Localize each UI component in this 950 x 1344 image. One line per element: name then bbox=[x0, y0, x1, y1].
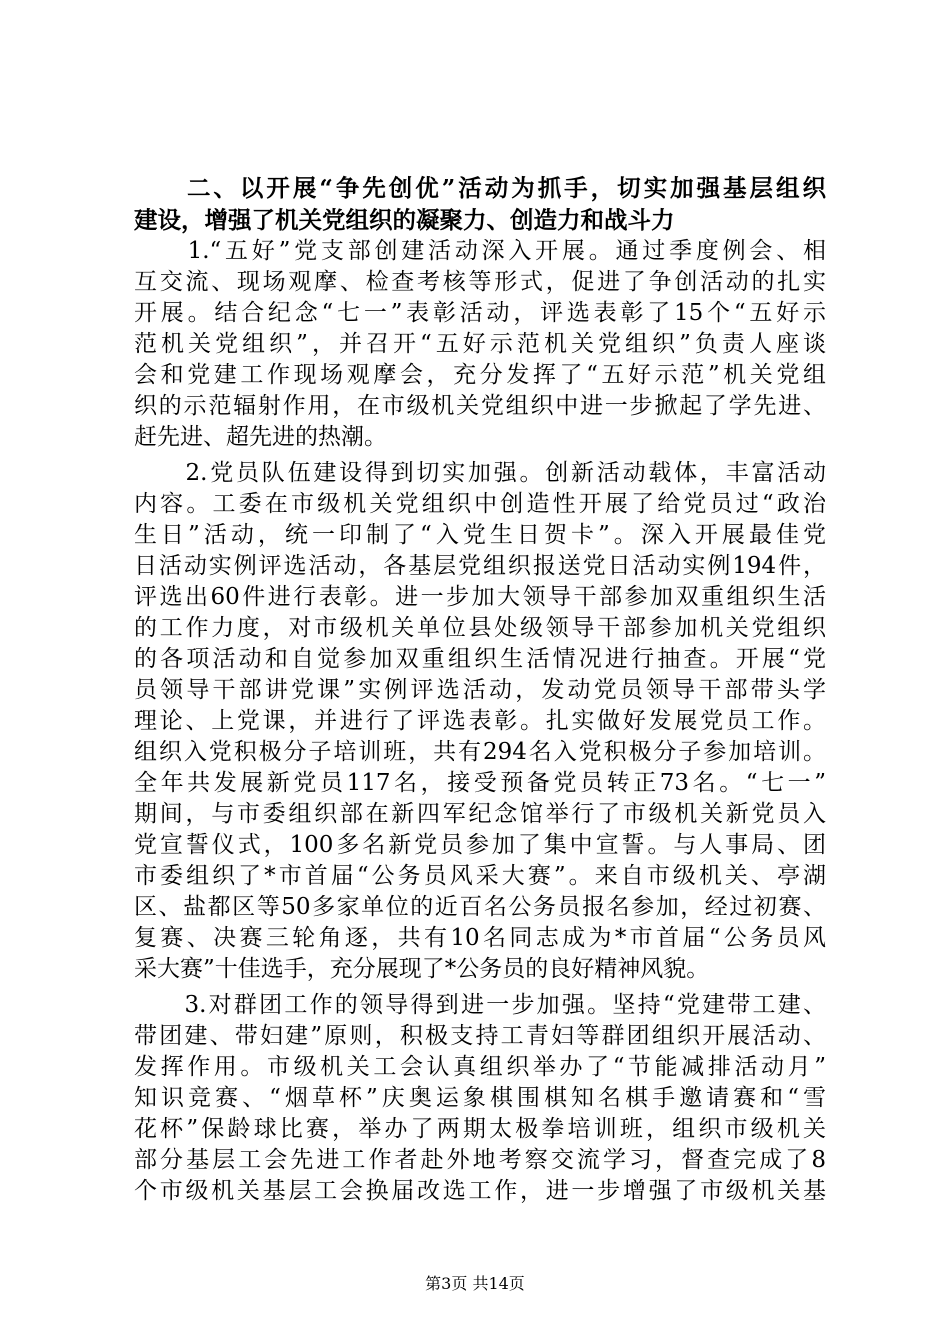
paragraph-line: 织的示范辐射作用，在市级机关党组织中进一步掀起了学先进、 bbox=[134, 393, 826, 419]
paragraph-line: 内容。工委在市级机关党组织中创造性开展了给党员过“政治 bbox=[134, 491, 826, 517]
paragraph-line: 赶先进、超先进的热潮。 bbox=[134, 424, 387, 450]
paragraph-line: 日活动实例评选活动，各基层党组织报送党日活动实例194件， bbox=[134, 553, 826, 579]
paragraph-line: 花杯”保龄球比赛，举办了两期太极拳培训班，组织市级机关 bbox=[134, 1116, 826, 1142]
paragraph-line: 1.“五好”党支部创建活动深入开展。通过季度例会、相 bbox=[134, 238, 826, 264]
paragraph-line: 评选出60件进行表彰。进一步加大领导干部参加双重组织生活 bbox=[134, 584, 826, 610]
paragraph-line: 的各项活动和自觉参加双重组织生活情况进行抽查。开展“党 bbox=[134, 646, 826, 672]
paragraph-3 bbox=[134, 990, 826, 1207]
paragraph-line: 组织入党积极分子培训班，共有294名入党积极分子参加培训。 bbox=[134, 739, 826, 765]
paragraph-line: 员领导干部讲党课”实例评选活动，发动党员领导干部带头学 bbox=[134, 677, 826, 703]
paragraph-line: 3.对群团工作的领导得到进一步加强。坚持“党建带工建、 bbox=[134, 992, 826, 1018]
paragraph-line: 复赛、决赛三轮角逐，共有10名同志成为*市首届“公务员风 bbox=[134, 925, 826, 951]
heading-line: 二、以开展“争先创优”活动为抓手，切实加强基层组织 bbox=[134, 174, 826, 202]
paragraph-line: 区、盐都区等50多家单位的近百名公务员报名参加，经过初赛、 bbox=[134, 894, 826, 920]
paragraph-line: 开展。结合纪念“七一”表彰活动，评选表彰了15个“五好示 bbox=[134, 300, 826, 326]
paragraph-line: 采大赛”十佳选手，充分展现了*公务员的良好精神风貌。 bbox=[134, 956, 710, 982]
paragraph-line: 党宣誓仪式，100多名新党员参加了集中宣誓。与人事局、团 bbox=[134, 832, 826, 858]
document-body bbox=[134, 172, 826, 1207]
paragraph-line: 2.党员队伍建设得到切实加强。创新活动载体，丰富活动 bbox=[134, 460, 826, 486]
paragraph-2 bbox=[134, 458, 826, 985]
paragraph-line: 部分基层工会先进工作者赴外地考察交流学习，督查完成了8 bbox=[134, 1147, 826, 1173]
paragraph-line: 互交流、现场观摩、检查考核等形式，促进了争创活动的扎实 bbox=[134, 269, 826, 295]
heading-line: 建设，增强了机关党组织的凝聚力、创造力和战斗力 bbox=[134, 206, 675, 234]
paragraph-line: 范机关党组织”，并召开“五好示范机关党组织”负责人座谈 bbox=[134, 331, 826, 357]
paragraph-1 bbox=[134, 236, 826, 453]
paragraph-line: 带团建、带妇建”原则，积极支持工青妇等群团组织开展活动、 bbox=[134, 1023, 826, 1049]
paragraph-line: 全年共发展新党员117名，接受预备党员转正73名。“七一” bbox=[134, 770, 826, 796]
paragraph-line: 发挥作用。市级机关工会认真组织举办了“节能减排活动月” bbox=[134, 1054, 826, 1080]
section-heading bbox=[134, 172, 826, 236]
paragraph-line: 市委组织了*市首届“公务员风采大赛”。来自市级机关、亭湖 bbox=[134, 863, 826, 889]
paragraph-line: 个市级机关基层工会换届改选工作，进一步增强了市级机关基 bbox=[134, 1178, 826, 1204]
paragraph-line: 理论、上党课，并进行了评选表彰。扎实做好发展党员工作。 bbox=[134, 708, 826, 734]
paragraph-line: 知识竞赛、“烟草杯”庆奥运象棋围棋知名棋手邀请赛和“雪 bbox=[134, 1085, 826, 1111]
page-number-footer: 第3页 共14页 bbox=[425, 1274, 525, 1293]
paragraph-line: 生日”活动，统一印制了“入党生日贺卡”。深入开展最佳党 bbox=[134, 522, 826, 548]
paragraph-line: 的工作力度，对市级机关单位县处级领导干部参加机关党组织 bbox=[134, 615, 826, 641]
paragraph-line: 期间，与市委组织部在新四军纪念馆举行了市级机关新党员入 bbox=[134, 801, 826, 827]
paragraph-line: 会和党建工作现场观摩会，充分发挥了“五好示范”机关党组 bbox=[134, 362, 826, 388]
